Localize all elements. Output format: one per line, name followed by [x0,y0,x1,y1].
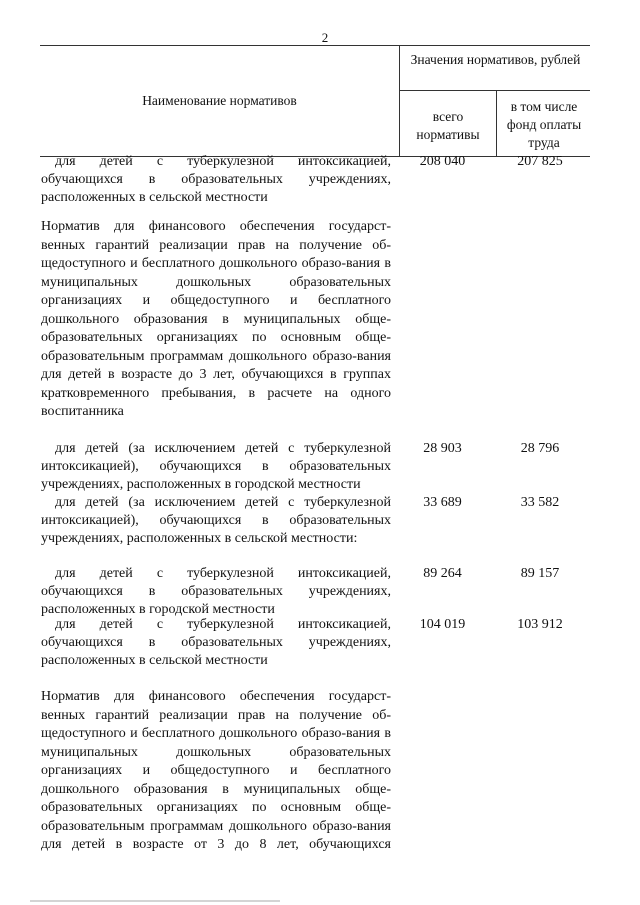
header-total-column: всего нормативы [416,109,480,142]
row-description: для детей (за исключением детей с туберкулезной интоксикацией), обучающихся в образовательных учреждениях, расположенных в сельской местности: [41,495,391,546]
row-wage: 28 796 [520,441,560,456]
row-wage: 207 825 [517,154,563,169]
table-header [40,45,590,157]
column-divider [399,46,400,156]
header-values-group: Значения нормативов, рублей [410,52,581,67]
row-description: для детей с туберкулезной интоксикацией, обучающихся в образовательных учреждениях, расположенных в городской местности [41,566,391,617]
header-wage-column: в том числе фонд оплаты труда [506,99,582,150]
row-wage: 103 912 [517,617,563,632]
row-total: 104 019 [419,617,466,632]
row-total: 89 264 [423,566,462,581]
row-wage: 89 157 [520,566,560,581]
header-name-column: Наименование нормативов [142,93,297,108]
normative-paragraph: Норматив для финансового обеспечения государст-венных гарантий реализации прав на получение об-щедоступного и бесплатного дошкольного образо-вания в муниципальных дошкольных образовательных организациях и общедоступного и бесплатного дошкольного образования в муниципальных обще-образовательных организациях по основным обще-образовательным программам дошкольного образо-вания для детей в возрасте до 3 лет, обучающихся в группах кратковременного пребывания, в расчете на одного воспитанника [41,219,391,419]
row-wage: 33 582 [520,495,560,510]
normative-paragraph: Норматив для финансового обеспечения государст-венных гарантий реализации прав на получение об-щедоступного и бесплатного дошкольного образо-вания в муниципальных дошкольных образовательных организациях и общедоступного и бесплатного дошкольного образования в муниципальных обще-образовательных организациях по основным обще-образовательным программам дошкольного образо-вания для детей в возрасте от 3 до 8 лет, обучающихся [41,689,391,852]
header-subdivider [399,90,590,91]
scan-edge-divider [30,900,280,902]
subcolumn-divider [496,90,497,156]
row-total: 28 903 [423,441,462,456]
row-total: 33 689 [423,495,462,510]
row-total: 208 040 [419,154,466,169]
row-description: для детей с туберкулезной интоксикацией, обучающихся в образовательных учреждениях, расположенных в сельской местности [41,617,391,668]
row-description: для детей с туберкулезной интоксикацией, обучающихся в образовательных учреждениях, расположенных в сельской местности [41,154,391,205]
row-description: для детей (за исключением детей с туберкулезной интоксикацией), обучающихся в образовательных учреждениях, расположенных в городской местности [41,441,391,492]
page-number: 2 [321,30,329,45]
